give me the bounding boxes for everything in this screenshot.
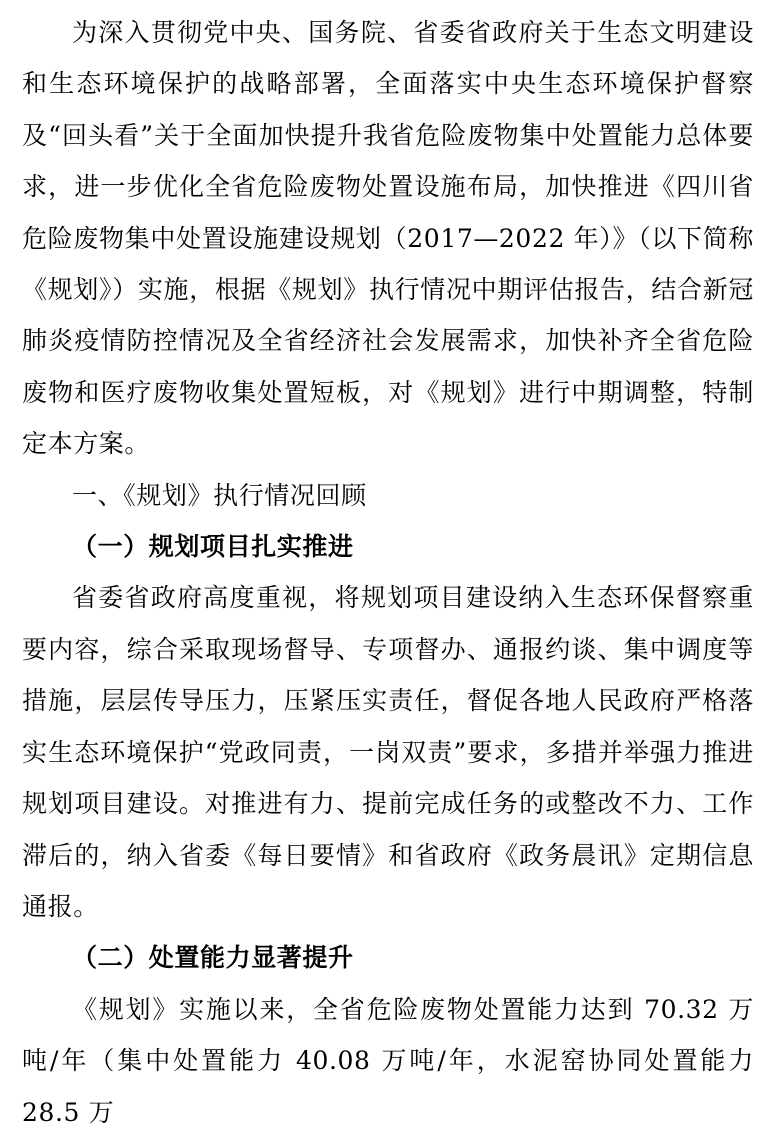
subsection-heading-2: （二）处置能力显著提升 [72, 943, 354, 973]
section-heading: 一、《规划》执行情况回顾 [72, 480, 367, 510]
subsection-paragraph-2: 《规划》实施以来，全省危险废物处置能力达到 70.32 万吨/年（集中处置能力 40.08 万吨/年，水泥窑协同处置能力 28.5 万 [22, 994, 754, 1127]
intro-paragraph: 为深入贯彻党中央、国务院、省委省政府关于生态文明建设和生态环境保护的战略部署，全面落实中央生态环境保护督察及“回头看”关于全面加快提升我省危险废物集中处置能力总体要求，进一步优化全省危险废物处置设施布局，加快推进《四川省危险废物集中处置设施建设规划（2017—2022 年）》（以下简称《规划》）实施，根据《规划》执行情况中期评估报告，结合新冠肺炎疫情防控情况及全省经济社会发展需求，加快补齐全省危险废物和医疗废物收集处置短板，对《规划》进行中期调整，特制定本方案。 [22, 18, 754, 459]
subsection-paragraph-1: 省委省政府高度重视，将规划项目建设纳入生态环保督察重要内容，综合采取现场督导、专项督办、通报约谈、集中调度等措施，层层传导压力，压紧压实责任，督促各地人民政府严格落实生态环境保护“党政同责，一岗双责”要求，多措并举强力推进规划项目建设。对推进有力、提前完成任务的或整改不力、工作滞后的，纳入省委《每日要情》和省政府《政务晨讯》定期信息通报。 [22, 583, 754, 921]
subsection-heading-1: （一）规划项目扎实推进 [72, 532, 354, 562]
